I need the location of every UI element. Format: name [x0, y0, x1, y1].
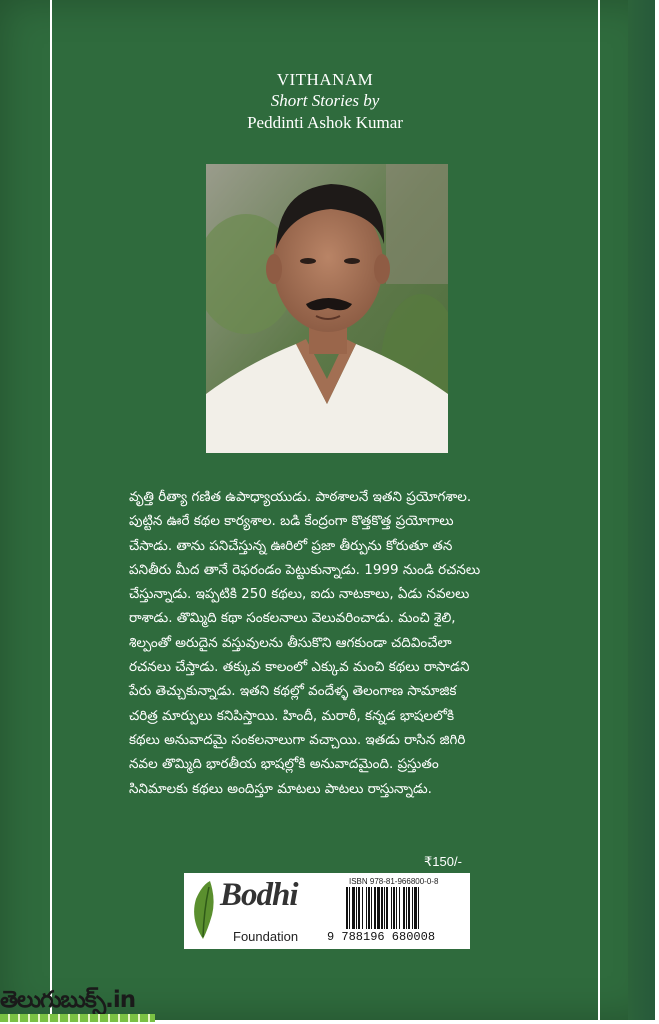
bio-line: పేరు తెచ్చుకున్నాడు. ఇతని కథల్లో వందేళ్ళ తెలంగాణ సామాజిక — [129, 683, 457, 700]
bio-line: నవల తొమ్మిది భారతీయ భాషల్లోకి అనువాదమైంది. ప్రస్తుతం — [129, 756, 439, 773]
book-subtitle: Short Stories by — [270, 91, 380, 110]
bio-line: పనితీరు మీద తానే రెఫరండం పెట్టుకున్నాడు. 1999 నుండి రచనలు — [129, 561, 481, 578]
spine-edge — [628, 0, 655, 1020]
right-border-line — [598, 0, 600, 1020]
bio-line: వృత్తి రీత్యా గణిత ఉపాధ్యాయుడు. పాఠశాలనే ఇతని ప్రయోగశాల. — [129, 489, 472, 505]
bio-line: చరిత్ర మార్పులు కనిపిస్తాయి. హిందీ, మరాఠీ, కన్నడ భాషలలోకి — [129, 707, 455, 724]
author-photo — [206, 164, 448, 453]
bio-line: శిల్పంతో అరుదైన వస్తువులను తీసుకొని ఆగకుండా చదివించేలా — [129, 634, 452, 651]
barcode-number: 9 788196 680008 — [327, 930, 436, 944]
barcode-icon — [346, 887, 464, 929]
bio-line: చేస్తున్నాడు. ఇప్పటికి 250 కథలు, ఐదు నాటకాలు, ఏడు నవలలు — [129, 586, 470, 603]
book-title: VITHANAM — [276, 70, 374, 89]
bio-line: సినిమాలకు కథలు అందిస్తూ మాటలు పాటలు రాస్తున్నాడు. — [129, 780, 432, 797]
author-portrait-image — [206, 164, 448, 453]
isbn-label: ISBN 978-81-966800-0-8 — [349, 877, 439, 886]
leaf-icon — [188, 879, 218, 941]
bio-line: రాశాడు. తొమ్మిది కథా సంకలనాలు వెలువరించాడు. మంచి శైలి, — [129, 610, 456, 627]
bio-line: కథలు అనువాదమై సంకలనాలుగా వచ్చాయి. ఇతడు రాసిన జిగిరి — [129, 731, 466, 748]
watermark-logo: తెలుగుబుక్స్.in — [0, 987, 136, 1013]
author-name: Peddinti Ashok Kumar — [247, 113, 403, 132]
title-block — [200, 70, 450, 134]
left-border-line — [50, 0, 52, 1020]
publisher-logo: Bodhi — [220, 877, 298, 913]
bio-line: చేసాడు. తాను పనిచేస్తున్న ఊరిలో ప్రజా తీర్పును కోరుతూ తన — [129, 537, 453, 554]
author-bio — [129, 485, 569, 801]
bio-line: రచనలు చేస్తాడు. తక్కువ కాలంలో ఎక్కువ మంచి కథలు రాసాడని — [129, 659, 470, 676]
price-label: ₹150/- — [424, 854, 462, 869]
bio-line: పుట్టిన ఊరే కథల కార్యశాల. బడి కేంద్రంగా కొత్తకొత్త ప్రయోగాలు — [129, 513, 454, 530]
watermark-underline — [0, 1014, 155, 1022]
publisher-barcode-panel — [184, 873, 470, 949]
publisher-foundation-label: Foundation — [233, 929, 299, 944]
